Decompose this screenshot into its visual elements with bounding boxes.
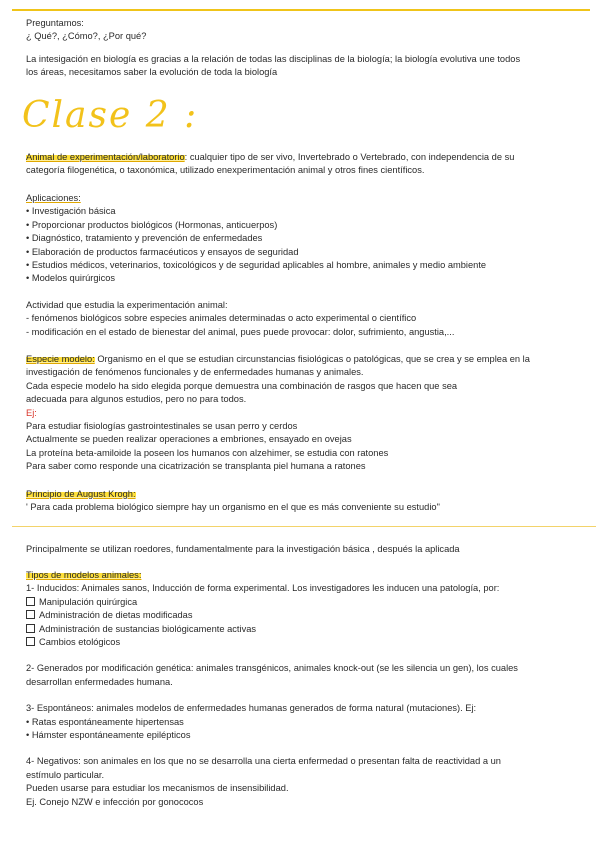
actividad-section (26, 299, 454, 339)
inducidos-line: 1- Inducidos: Animales sanos, Inducción de forma experimental. Los investigadores les inducen una patología, por: (26, 583, 500, 594)
list-item: Cambios etológicos (39, 637, 121, 648)
especie-line: Cada especie modelo ha sido elegida porque demuestra una combinación de rasgos que hacen que sea (26, 380, 458, 391)
example-label: Ej: (26, 407, 37, 418)
intro-label: Preguntamos: (26, 18, 84, 28)
actividad-line: - modificación en el estado de bienestar del animal, pues puede provocar: dolor, sufrimiento, angustia,... (26, 326, 455, 337)
intro-block (26, 17, 520, 80)
example-line: Actualmente se pueden realizar operaciones a embriones, ensayado en ovejas (26, 434, 352, 445)
list-item: Administración de sustancias biológicamente activas (39, 623, 257, 634)
intro-paragraph-line: La intesigación en biología es gracias a la relación de todas las disciplinas de la biología; la biología evolutiva une todos (26, 53, 521, 64)
animal-definition-line2: categoría filogenética, o taxonómica, utilizado enexperimentación animal y otros fines científicos. (26, 165, 425, 176)
aplicaciones-heading: Aplicaciones: (26, 193, 81, 203)
list-item: • Investigación básica (26, 206, 116, 217)
example-line: Para saber como responde una cicatrización se transplanta piel humana a ratones (26, 461, 366, 472)
negativos-line: 4- Negativos: son animales en los que no se desarrolla una cierta enfermedad o presentan falta de reactividad a un (26, 756, 501, 767)
principal-line: Principalmente se utilizan roedores, fundamentalmente para la investigación básica , después la aplicada (26, 544, 460, 554)
especie-line: adecuada para algunos estudios, pero no para todos. (26, 394, 247, 405)
intro-questions: ¿ Qué?, ¿Cómo?, ¿Por qué? (26, 31, 147, 42)
generados-line: 2- Generados por modificación genética: animales transgénicos, animales knock-out (se les silencia un gen), los cuales (26, 663, 518, 674)
especie-section (26, 353, 530, 474)
list-item: • Ratas espontáneamente hipertensas (26, 716, 184, 727)
list-item: • Estudios médicos, veterinarios, toxicológicos y de seguridad aplicables al hombre, animales y medio ambiente (26, 260, 487, 271)
list-item: • Elaboración de productos farmacéuticos y ensayos de seguridad (26, 246, 299, 257)
tipos-section (26, 569, 518, 809)
aplicaciones-section (26, 192, 486, 286)
checkbox-icon (26, 624, 35, 633)
especie-term-highlight: Especie modelo: (26, 354, 95, 364)
top-rule (12, 9, 590, 11)
negativos-line: Ej. Conejo NZW e infección por gonococos (26, 796, 204, 807)
especie-def: Organismo en el que se estudian circunstancias fisiológicas o patológicas, que se crea y se emplea en la (94, 354, 530, 364)
negativos-line: Pueden usarse para estudiar los mecanismos de insensibilidad. (26, 783, 289, 794)
krogh-section (26, 488, 440, 515)
list-item: • Hámster espontáneamente epilépticos (26, 730, 191, 741)
espontaneos-line: 3- Espontáneos: animales modelos de enfermedades humanas generados de forma natural (mutaciones). Ej: (26, 703, 477, 714)
example-line: Para estudiar fisiologías gastrointestinales se usan perro y cerdos (26, 421, 298, 432)
checkbox-icon (26, 610, 35, 619)
list-item: • Diagnóstico, tratamiento y prevención de enfermedades (26, 233, 263, 244)
list-item: • Proporcionar productos biológicos (Hormonas, anticuerpos) (26, 219, 278, 230)
actividad-line: - fenómenos biológicos sobre especies animales determinadas o acto experimental o científico (26, 313, 417, 324)
principal-text (26, 543, 460, 556)
section-divider (12, 526, 596, 527)
negativos-line: estímulo particular. (26, 769, 105, 780)
krogh-quote: ' Para cada problema biológico siempre hay un organismo en el que es más conveniente su estudio" (26, 502, 440, 513)
page-title: Clase 2 : (22, 95, 199, 136)
checkbox-icon (26, 597, 35, 606)
list-item: Manipulación quirúrgica (39, 596, 138, 607)
list-item: Administración de dietas modificadas (39, 610, 193, 621)
animal-definition: : cualquier tipo de ser vivo, Invertebrado o Vertebrado, con independencia de su (184, 152, 515, 162)
animal-section (26, 151, 514, 178)
generados-line: desarrollan enfermedades humana. (26, 676, 173, 687)
animal-term-highlight: Animal de experimentación/laboratorio (26, 152, 185, 162)
list-item: • Modelos quirúrgicos (26, 273, 116, 284)
especie-line: investigación de fenómenos funcionales y de enfermedades humanas y animales. (26, 367, 364, 378)
actividad-heading: Actividad que estudia la experimentación animal: (26, 300, 228, 310)
intro-paragraph-line: los áreas, necesitamos saber la evolución de toda la biología (26, 67, 278, 78)
krogh-term-highlight: Principio de August Krogh: (26, 489, 136, 499)
checkbox-icon (26, 637, 35, 646)
tipos-heading-highlight: Tipos de modelos animales: (26, 570, 142, 580)
example-line: La proteína beta-amiloide la poseen los humanos con alzehimer, se estudia con ratones (26, 447, 389, 458)
